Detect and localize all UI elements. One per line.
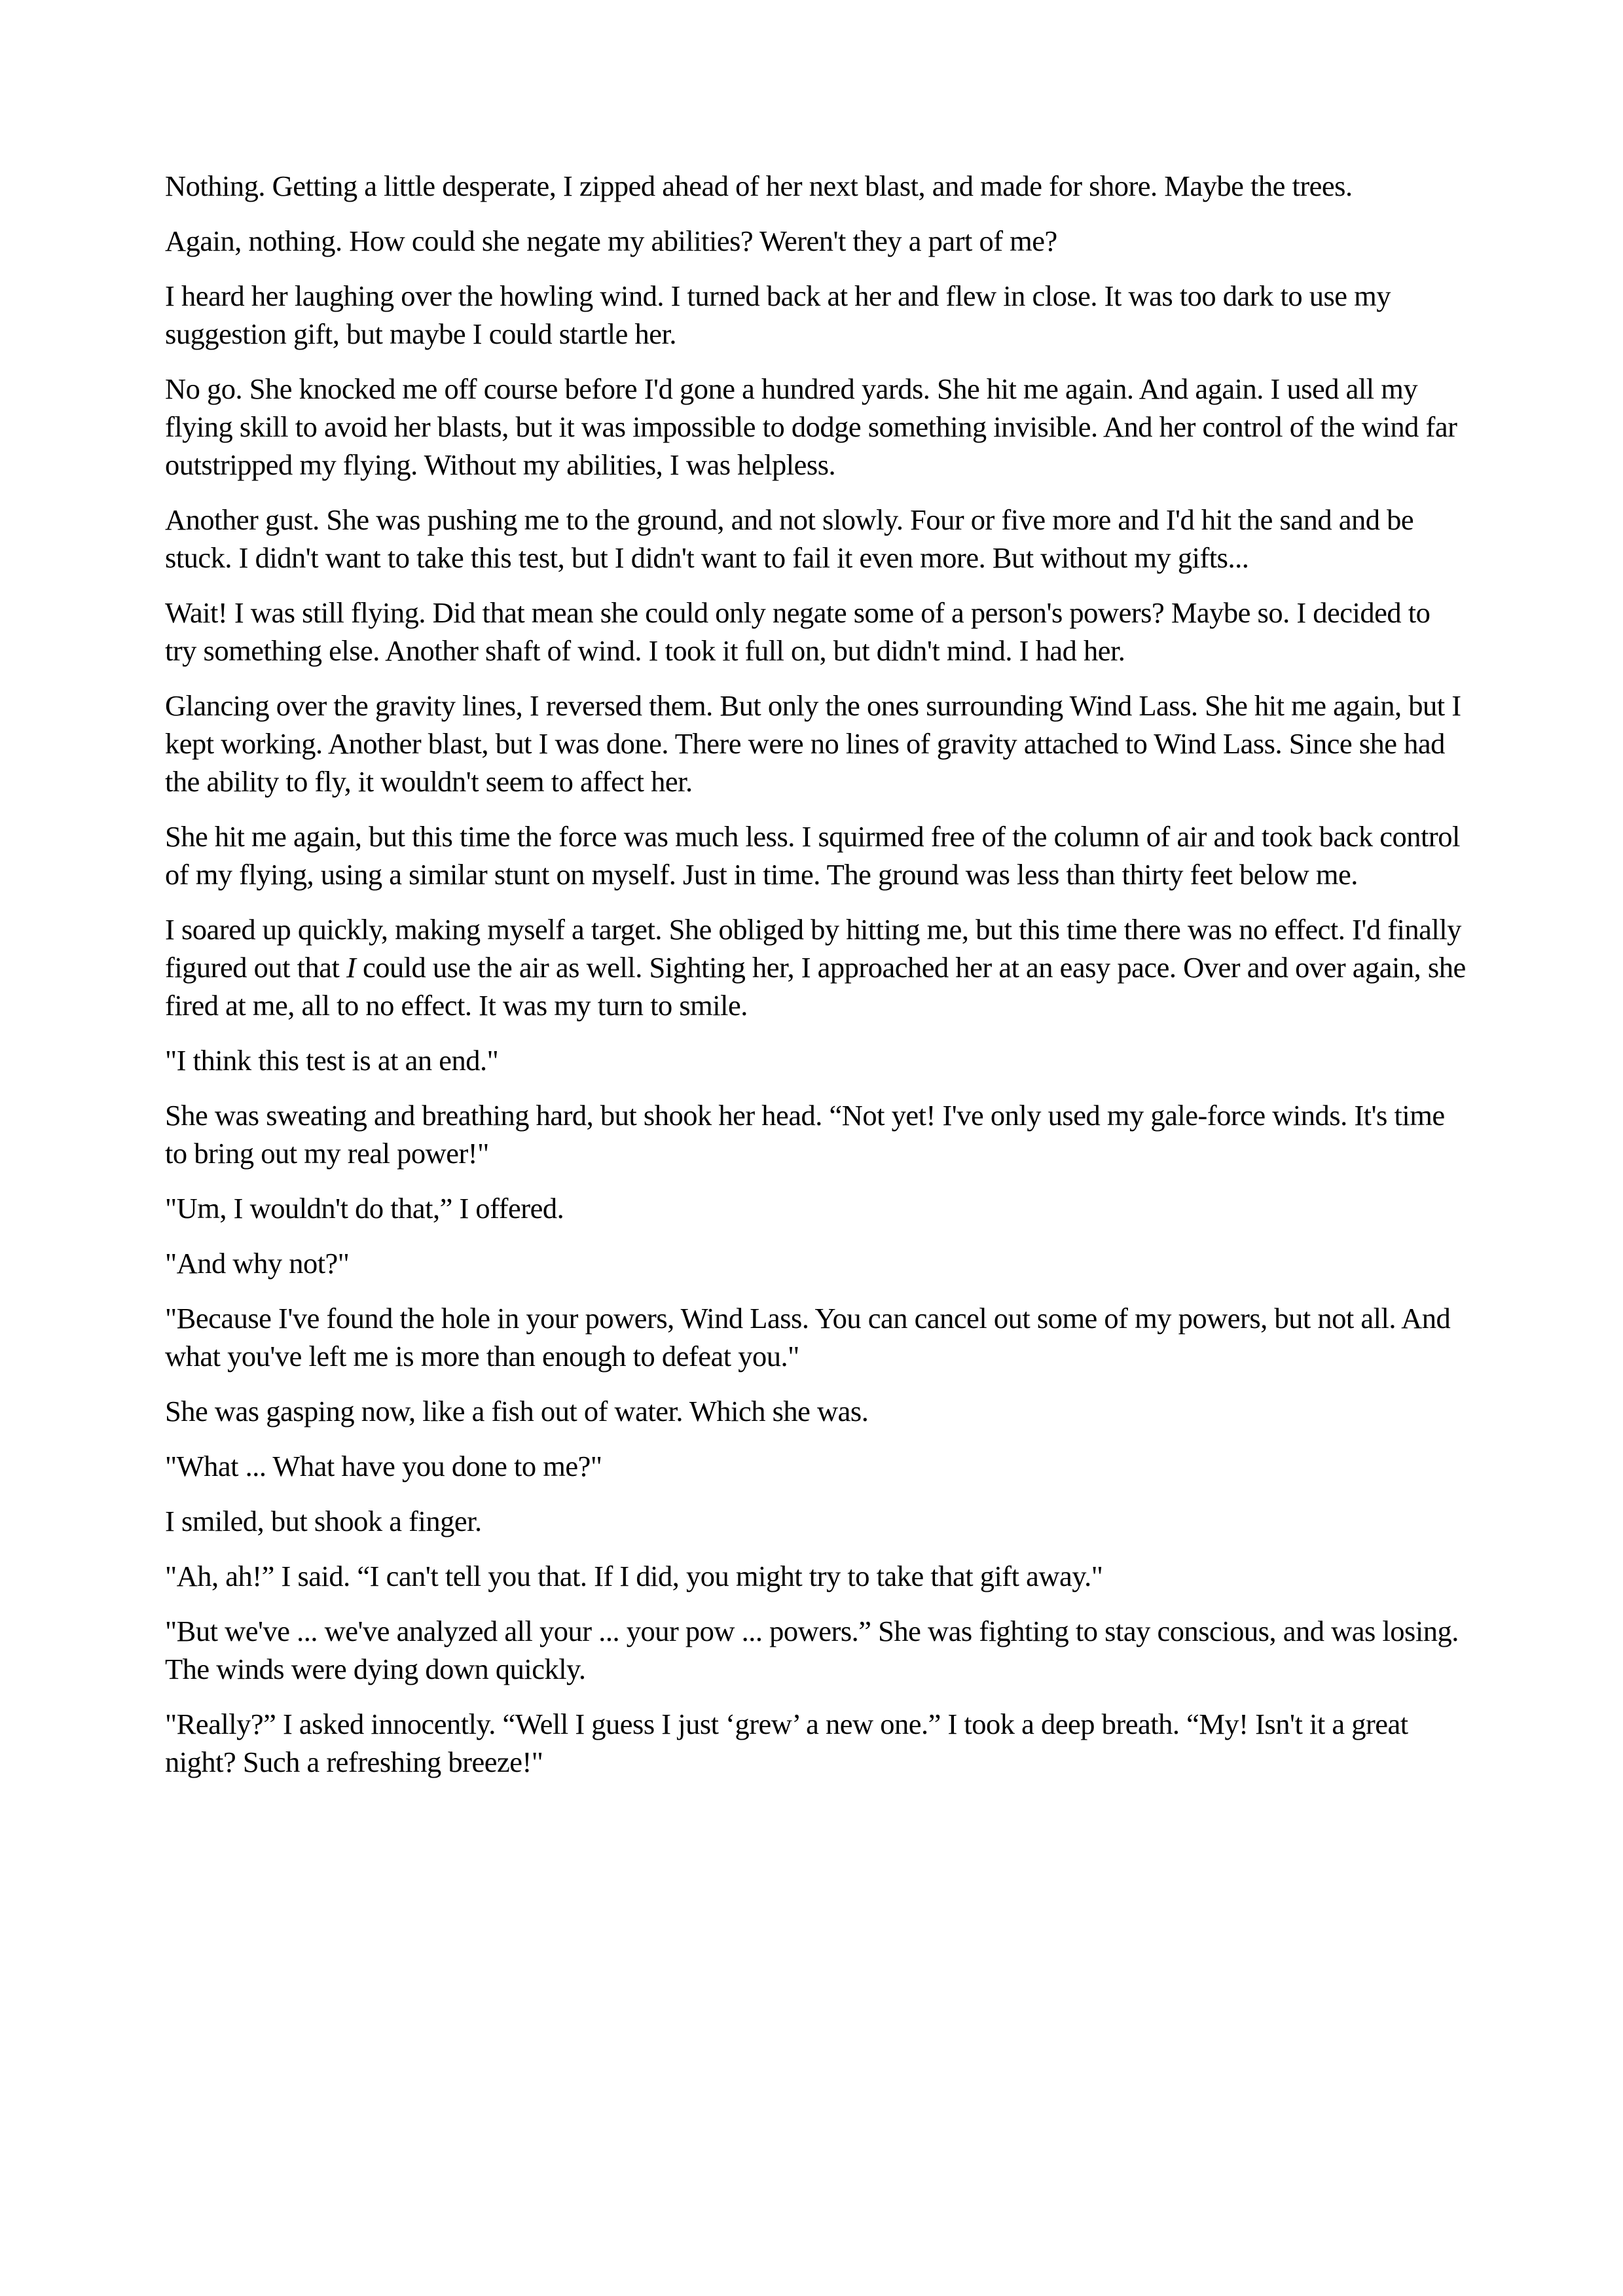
paragraph-19: "But we've ... we've analyzed all your ... your pow ... powers.” She was fighting to stay conscious, and was losing. The winds were dying down quickly. (165, 1615, 1459, 1685)
paragraph-17: I smiled, but shook a finger. (165, 1505, 482, 1537)
document-body (165, 167, 1468, 1798)
paragraph-8: She hit me again, but this time the force was much less. I squirmed free of the column of air and took back control of my flying, using a similar stunt on myself. Just in time. The ground was less than thirty feet below me. (165, 820, 1460, 891)
paragraph-3: I heard her laughing over the howling wind. I turned back at her and flew in close. It was too dark to use my suggestion gift, but maybe I could startle her. (165, 279, 1391, 350)
paragraph-20: "Really?” I asked innocently. “Well I guess I just ‘grew’ a new one.” I took a deep breath. “My! Isn't it a great night? Such a refreshing breeze!" (165, 1708, 1408, 1778)
paragraph-1: Nothing. Getting a little desperate, I zipped ahead of her next blast, and made for shore. Maybe the trees. (165, 170, 1353, 202)
paragraph-11: She was sweating and breathing hard, but shook her head. “Not yet! I've only used my gale-force winds. It's time to bring out my real power!" (165, 1099, 1445, 1170)
paragraph-15: She was gasping now, like a fish out of water. Which she was. (165, 1395, 869, 1427)
paragraph-9-before: I soared up quickly, making myself a target. She obliged by hitting me, but this time there was no effect. I'd finally figured out that (165, 913, 1461, 984)
paragraph-13: "And why not?" (165, 1247, 350, 1280)
paragraph-9 (165, 910, 1468, 1024)
paragraph-12: "Um, I wouldn't do that,” I offered. (165, 1192, 564, 1225)
paragraph-6: Wait! I was still flying. Did that mean she could only negate some of a person's powers? Maybe so. I decided to try something else. Another shaft of wind. I took it full on, but didn't mind. I had her. (165, 596, 1431, 667)
paragraph-7: Glancing over the gravity lines, I reversed them. But only the ones surrounding Wind Lass. She hit me again, but I kept working. Another blast, but I was done. There were no lines of gravity attached to Wind Lass. Since she had the ability to fly, it wouldn't seem to affect her. (165, 689, 1461, 798)
paragraph-9-after: could use the air as well. Sighting her, I approached her at an easy pace. Over and over again, she fired at me, all to no effect. It was my turn to smile. (165, 951, 1466, 1022)
paragraph-18: "Ah, ah!” I said. “I can't tell you that. If I did, you might try to take that gift away." (165, 1560, 1103, 1592)
paragraph-5: Another gust. She was pushing me to the ground, and not slowly. Four or five more and I'd hit the sand and be stuck. I didn't want to take this test, but I didn't want to fail it even more. But without my gifts... (165, 503, 1414, 574)
paragraph-16: "What ... What have you done to me?" (165, 1450, 602, 1482)
paragraph-10: "I think this test is at an end." (165, 1044, 499, 1077)
paragraph-9-italic: I (346, 951, 356, 984)
paragraph-4: No go. She knocked me off course before I'd gone a hundred yards. She hit me again. And again. I used all my flying skill to avoid her blasts, but it was impossible to dodge something invisible. And her control of the wind far outstripped my flying. Without my abilities, I was helpless. (165, 372, 1457, 481)
paragraph-2: Again, nothing. How could she negate my abilities? Weren't they a part of me? (165, 224, 1057, 257)
paragraph-14: "Because I've found the hole in your powers, Wind Lass. You can cancel out some of my powers, but not all. And what you've left me is more than enough to defeat you." (165, 1302, 1451, 1372)
